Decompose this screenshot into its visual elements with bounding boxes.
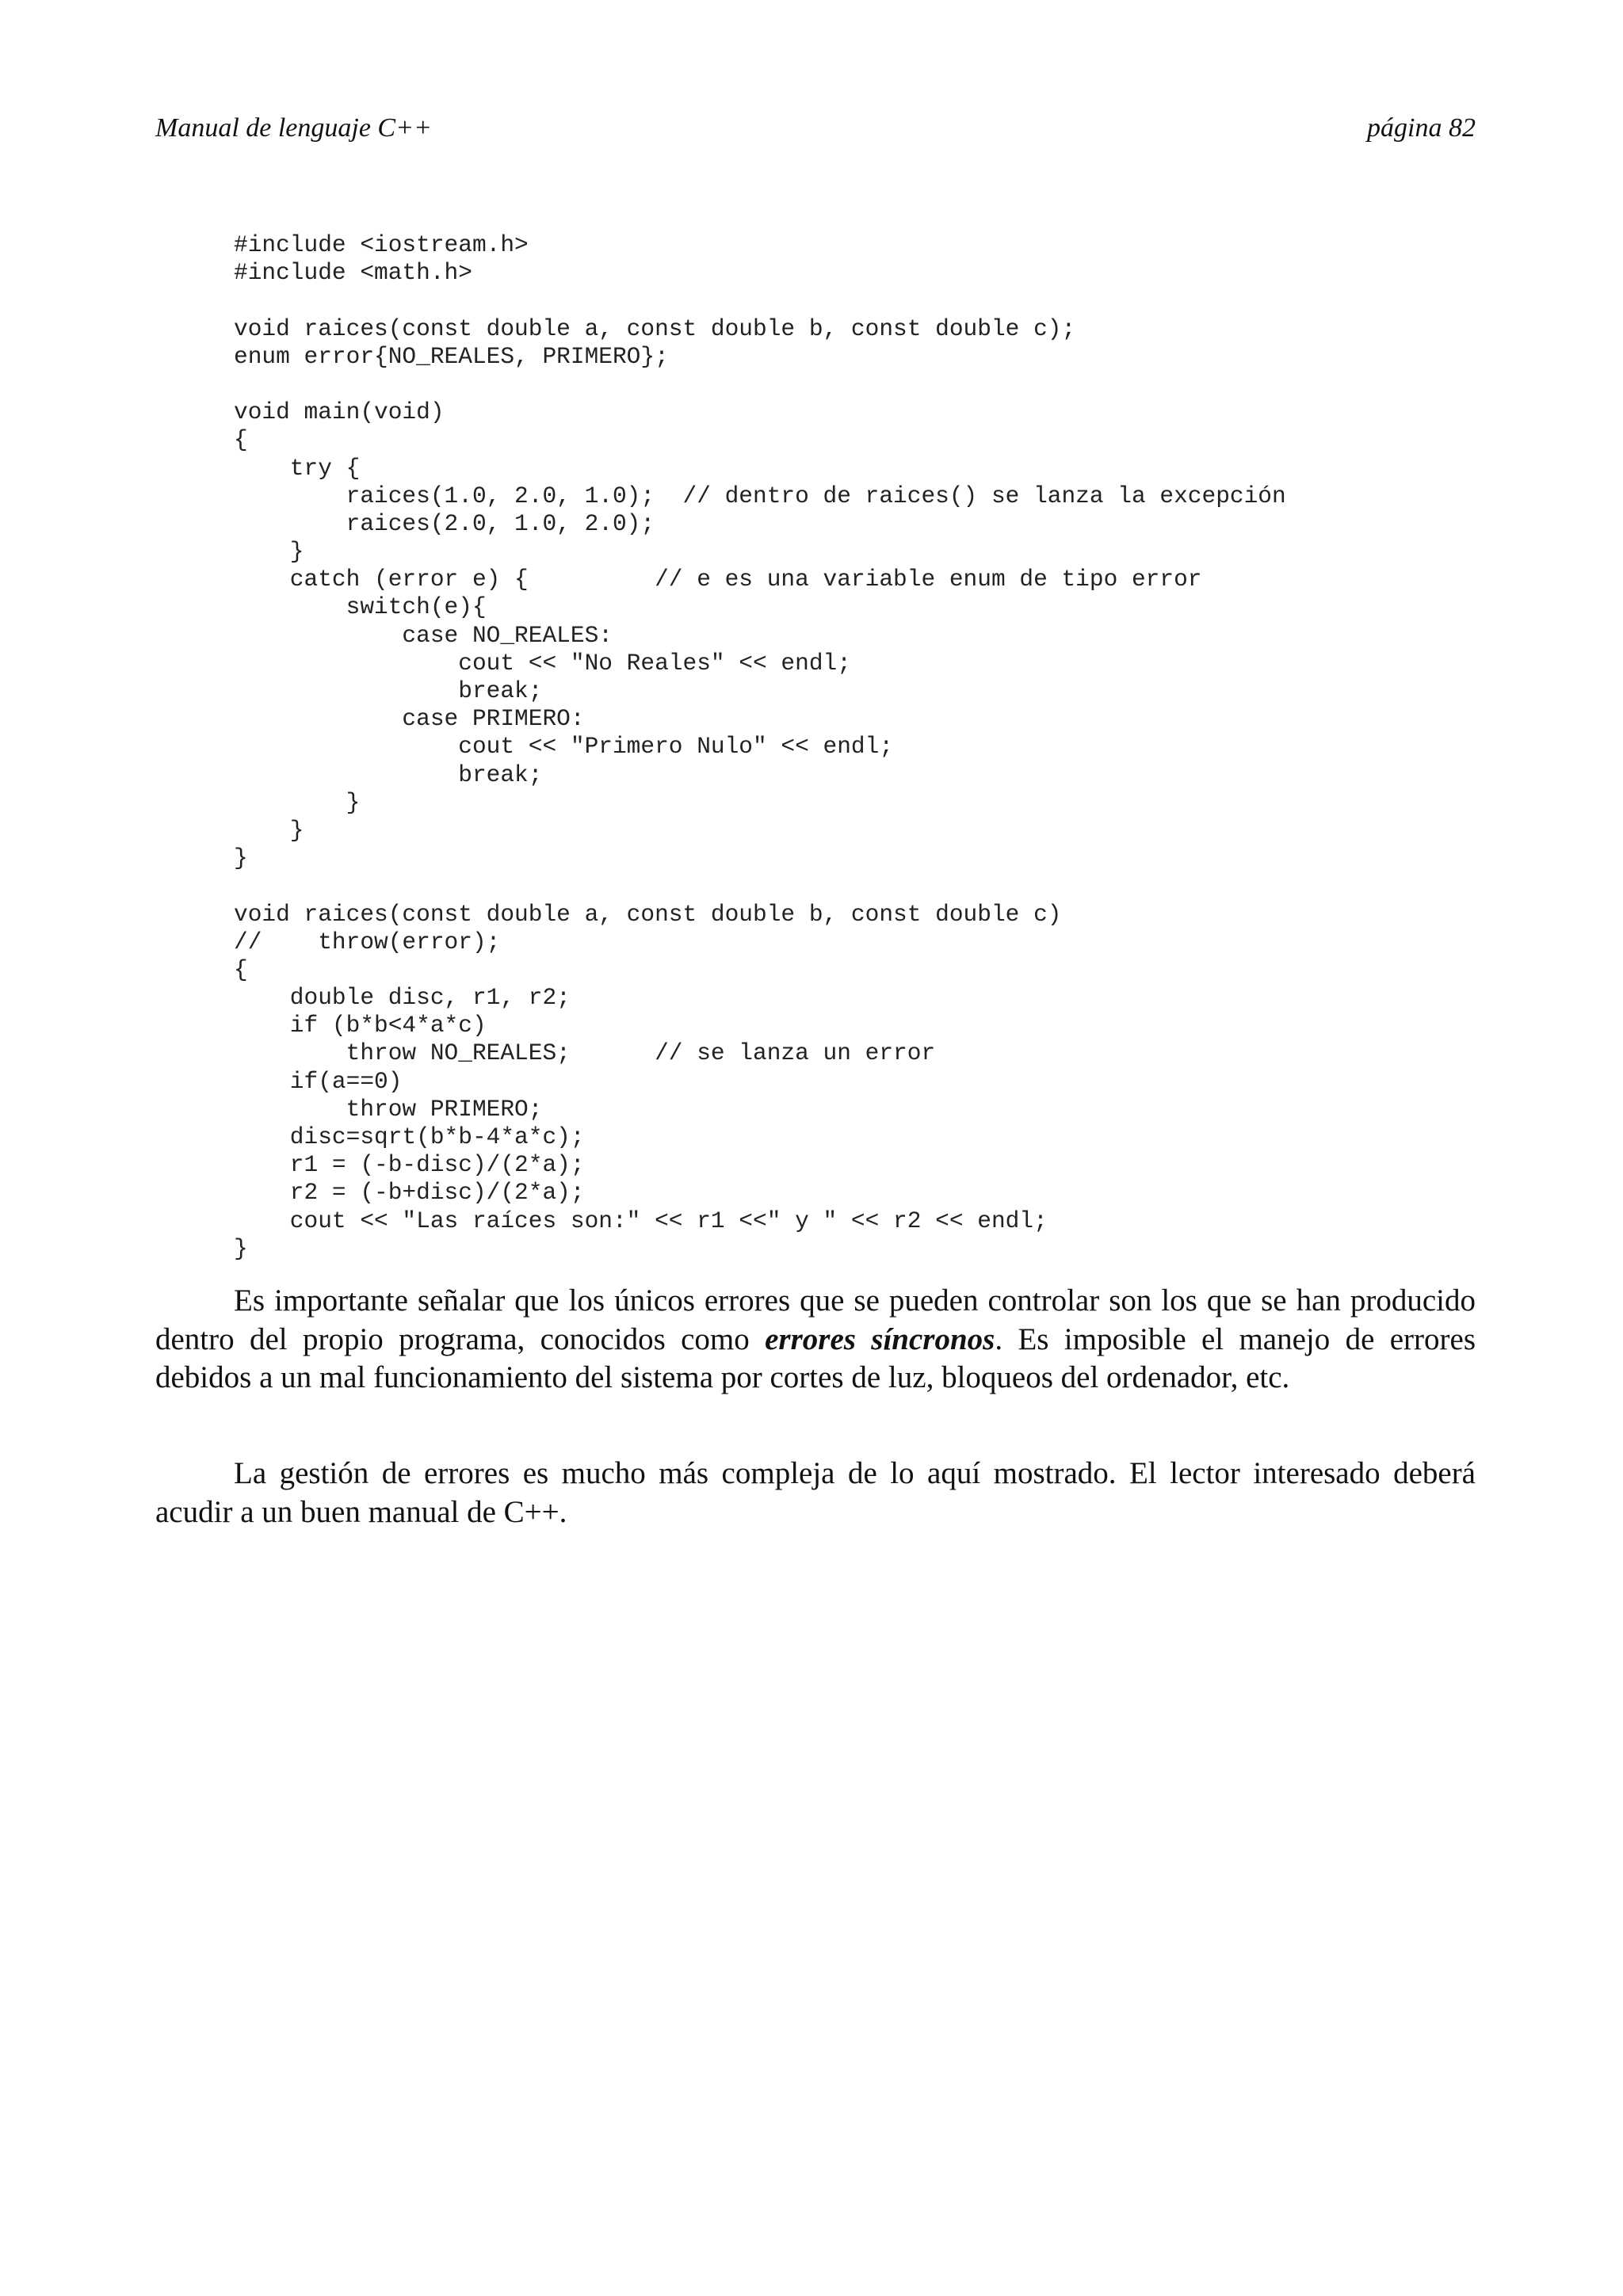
code-line: }: [234, 816, 304, 844]
code-line: }: [234, 845, 248, 872]
emphasized-term: errores síncronos: [765, 1322, 995, 1356]
code-line: throw PRIMERO;: [234, 1095, 543, 1123]
code-line: enum error{NO_REALES, PRIMERO};: [234, 342, 669, 370]
code-line: if(a==0): [234, 1067, 403, 1095]
code-line: double disc, r1, r2;: [234, 984, 571, 1012]
code-line: case PRIMERO:: [234, 705, 585, 733]
code-line: // throw(error);: [234, 928, 501, 955]
code-line: void raices(const double a, const double b, const double c);: [234, 315, 1076, 342]
code-line: {: [234, 955, 248, 983]
code-line: void main(void): [234, 399, 445, 426]
code-line: raices(2.0, 1.0, 2.0);: [234, 509, 655, 537]
code-line: raices(1.0, 2.0, 1.0); // dentro de raices() se lanza la excepción: [234, 482, 1286, 509]
code-line: throw NO_REALES; // se lanza un error: [234, 1039, 936, 1067]
code-line: if (b*b<4*a*c): [234, 1012, 487, 1039]
document-title: Manual de lenguaje C++: [155, 113, 432, 143]
code-line: catch (error e) { // e es una variable enum de tipo error: [234, 566, 1202, 593]
code-listing: [234, 231, 1470, 1263]
code-line: [234, 287, 1470, 315]
code-line: case NO_REALES:: [234, 621, 613, 649]
code-line: cout << "Las raíces son:" << r1 <<" y " << r2 << endl;: [234, 1207, 1048, 1234]
paragraph-text: . Es imposible el manejo de errores debidos a un mal funcionamiento del sistema por cortes de luz, bloqueos del ordenador, etc.: [155, 1322, 1476, 1394]
paragraph-synchronous-errors: [155, 1282, 1476, 1398]
code-line: r2 = (-b+disc)/(2*a);: [234, 1179, 585, 1207]
code-line: #include <math.h>: [234, 259, 472, 287]
code-line: cout << "Primero Nulo" << endl;: [234, 733, 894, 761]
code-line: [234, 872, 1470, 900]
code-line: #include <iostream.h>: [234, 231, 529, 258]
page-header: [155, 111, 1476, 146]
code-line: try {: [234, 454, 361, 482]
code-line: disc=sqrt(b*b-4*a*c);: [234, 1123, 585, 1150]
code-line: void raices(const double a, const double b, const double c): [234, 900, 1062, 928]
code-line: {: [234, 426, 248, 454]
code-line: break;: [234, 761, 543, 788]
code-line: r1 = (-b-disc)/(2*a);: [234, 1151, 585, 1179]
paragraph-error-management: [155, 1455, 1476, 1531]
code-line: switch(e){: [234, 593, 487, 621]
code-line: }: [234, 788, 361, 816]
code-line: }: [234, 538, 304, 566]
code-line: cout << "No Reales" << endl;: [234, 649, 851, 677]
page-number: página 82: [1367, 113, 1476, 143]
paragraph-text: La gestión de errores es mucho más compleja de lo aquí mostrado. El lector interesado deberá acudir a un buen manual de C++.: [155, 1456, 1476, 1529]
code-line: [234, 371, 1470, 399]
paragraph-text: Es importante señalar que los únicos errores que se pueden controlar son los que se han producido dentro del propio programa, conocidos como: [155, 1283, 1476, 1356]
code-line: }: [234, 1234, 248, 1262]
code-line: break;: [234, 677, 543, 704]
